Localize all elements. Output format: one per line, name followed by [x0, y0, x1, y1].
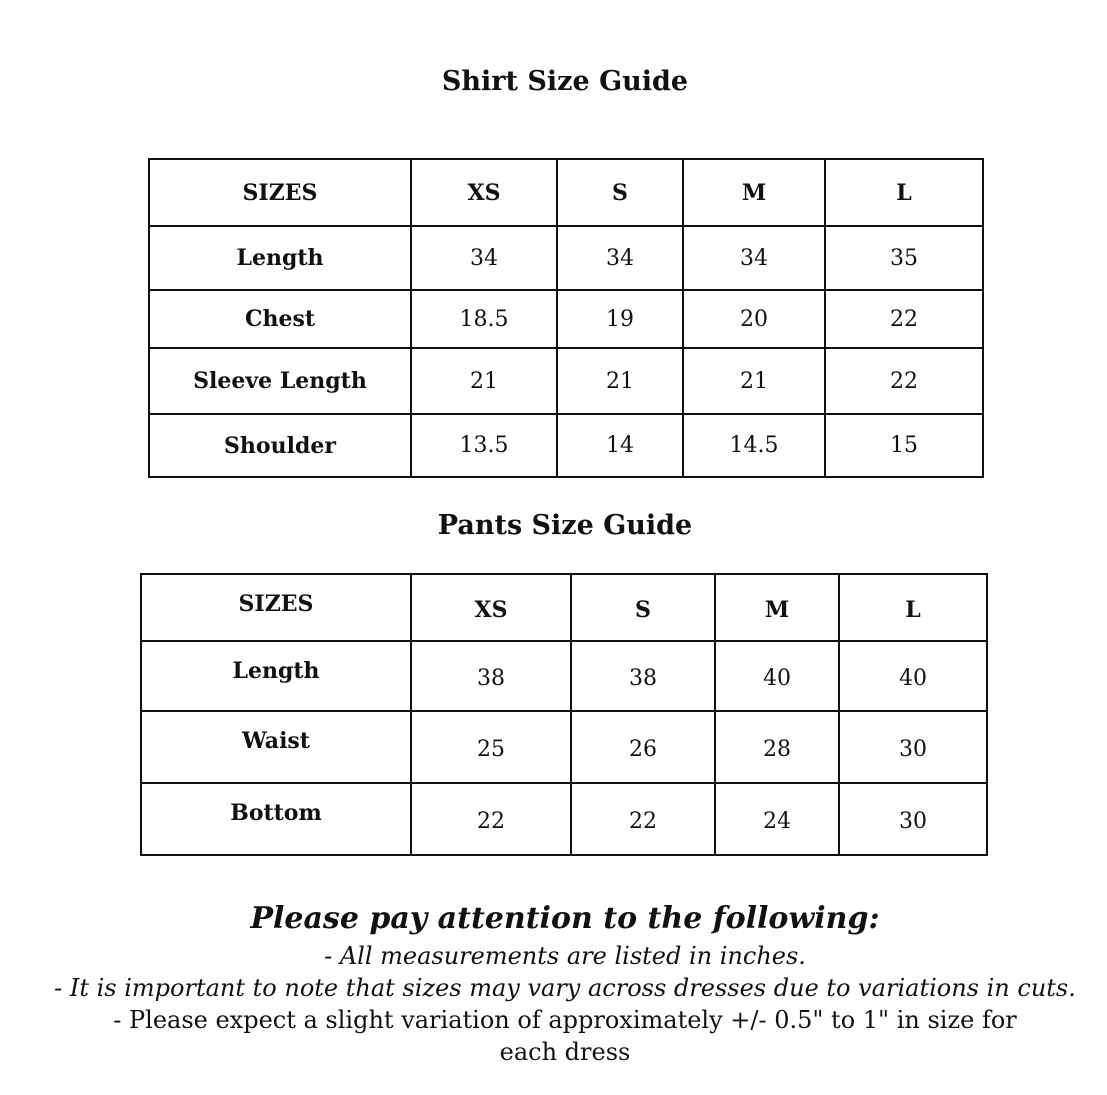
size-xs-header: XS — [411, 159, 557, 226]
table-cell: 30 — [839, 711, 987, 783]
shirt-size-table — [148, 158, 984, 478]
note-measurements: - All measurements are listed in inches. — [324, 942, 806, 970]
size-l-header: L — [839, 574, 987, 641]
notes-heading: Please pay attention to the following: — [250, 901, 880, 936]
table-cell: 22 — [571, 783, 715, 855]
table-header-row — [149, 159, 983, 226]
table-cell: 34 — [683, 226, 825, 290]
table-cell: 21 — [557, 348, 683, 414]
size-s-header: S — [557, 159, 683, 226]
row-label-shoulder: Shoulder — [149, 414, 411, 477]
table-cell: 15 — [825, 414, 983, 477]
table-row — [149, 414, 983, 477]
table-cell: 14.5 — [683, 414, 825, 477]
table-cell: 13.5 — [411, 414, 557, 477]
table-cell: 35 — [825, 226, 983, 290]
sizes-header: SIZES — [141, 574, 411, 641]
table-cell: 28 — [715, 711, 839, 783]
row-label-length: Length — [141, 641, 411, 711]
table-row — [141, 641, 987, 711]
table-cell: 18.5 — [411, 290, 557, 348]
table-cell: 21 — [411, 348, 557, 414]
table-cell: 30 — [839, 783, 987, 855]
table-row — [149, 348, 983, 414]
note-size-variation: - It is important to note that sizes may vary across dresses due to variations in cuts. — [54, 974, 1076, 1002]
table-cell: 40 — [839, 641, 987, 711]
shirt-size-guide-title: Shirt Size Guide — [441, 66, 689, 97]
row-label-chest: Chest — [149, 290, 411, 348]
size-s-header: S — [571, 574, 715, 641]
size-notes — [0, 898, 1107, 1068]
table-row — [141, 711, 987, 783]
table-row — [149, 290, 983, 348]
pants-size-guide-title: Pants Size Guide — [437, 510, 693, 541]
table-cell: 21 — [683, 348, 825, 414]
sizes-header: SIZES — [149, 159, 411, 226]
table-cell: 20 — [683, 290, 825, 348]
size-l-header: L — [825, 159, 983, 226]
table-cell: 24 — [715, 783, 839, 855]
table-row — [149, 226, 983, 290]
table-cell: 38 — [411, 641, 571, 711]
table-cell: 34 — [557, 226, 683, 290]
pants-size-table — [140, 573, 988, 856]
size-m-header: M — [683, 159, 825, 226]
size-m-header: M — [715, 574, 839, 641]
table-cell: 34 — [411, 226, 557, 290]
note-tolerance: - Please expect a slight variation of approximately +/- 0.5" to 1" in size for each dress — [113, 1006, 1017, 1066]
table-cell: 25 — [411, 711, 571, 783]
row-label-bottom: Bottom — [141, 783, 411, 855]
row-label-sleeve-length: Sleeve Length — [149, 348, 411, 414]
table-cell: 19 — [557, 290, 683, 348]
row-label-waist: Waist — [141, 711, 411, 783]
table-cell: 22 — [411, 783, 571, 855]
table-cell: 26 — [571, 711, 715, 783]
size-xs-header: XS — [411, 574, 571, 641]
table-row — [141, 783, 987, 855]
table-cell: 22 — [825, 290, 983, 348]
table-cell: 14 — [557, 414, 683, 477]
table-cell: 38 — [571, 641, 715, 711]
row-label-length: Length — [149, 226, 411, 290]
table-header-row — [141, 574, 987, 641]
table-cell: 40 — [715, 641, 839, 711]
table-cell: 22 — [825, 348, 983, 414]
